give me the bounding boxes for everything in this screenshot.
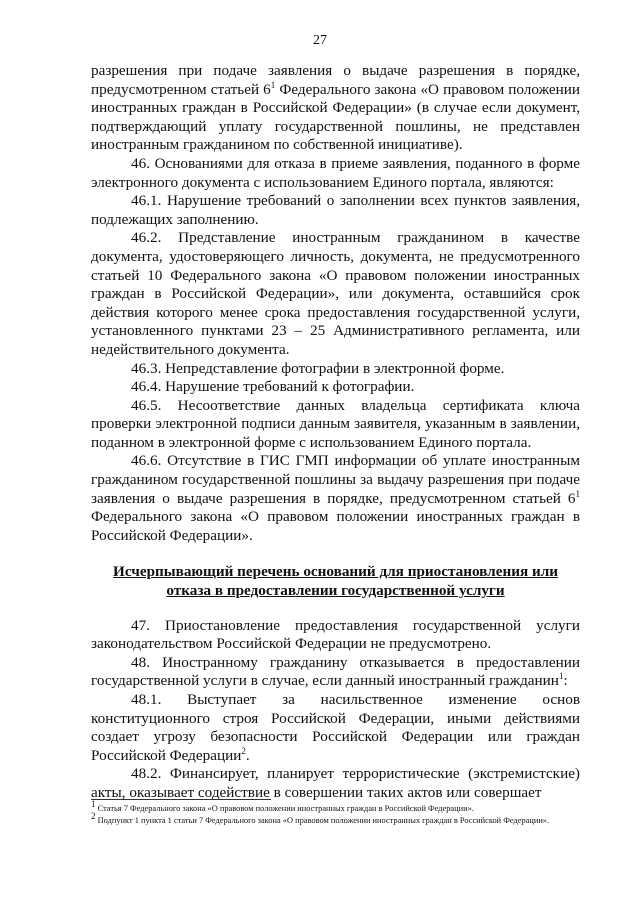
footnote-ref: 1 [91, 799, 96, 810]
footnote [91, 799, 580, 814]
body-text [91, 62, 580, 803]
text-run: 46.5. Несоответствие данных владельца сертификата ключа проверки электронной подписи данным заявителя, указанным в заявлении, поданном в электронной форме с использованием Единого портала. [91, 396, 580, 451]
paragraph [91, 192, 580, 229]
text-run: 46.4. Нарушение требований к фотографии. [131, 378, 415, 396]
footnotes [91, 799, 580, 827]
text-run: 47. Приостановление предоставления государственной услуги законодательством Российской Федерации не предусмотрено. [91, 616, 580, 653]
paragraph [91, 378, 580, 397]
footnote-separator [91, 799, 271, 800]
text-run: 46.2. Представление иностранным гражданином в качестве документа, удостоверяющего личность, документа, не предусмотренного статьей 10 Федерального закона «О правовом положении иностранных граждан в Российской Федерации», или документа, оставшийся срок действия которого менее срока предоставления государственной услуги, установленного пунктами 23 – 25 Административного регламента, или недействительного документа. [91, 229, 580, 358]
paragraph [91, 397, 580, 453]
paragraph [91, 654, 580, 691]
footnote-ref: 2 [241, 745, 246, 756]
footnote [91, 811, 580, 826]
text-run: Федерального закона «О правовом положении иностранных граждан в Российской Федерации» (в случае если документ, подтверждающий уплату государственной пошлины, не представлен иностранным гражданином по собственной инициативе). [91, 80, 580, 154]
text-run: . [245, 746, 250, 764]
text-run: 48.1. Выступает за насильственное изменение основ конституционного строя Российской Федерации, иными действиями создает угрозу безопасности Российской Федерации или граждан Российской Федерации [91, 691, 580, 764]
text-run: Федерального закона «О правовом положении иностранных граждан в Российской Федерации». [91, 508, 580, 544]
text-run: Статья 7 Федерального закона «О правовом положении иностранных граждан в Российской Федерации». [95, 804, 474, 813]
text-run: 48.2. Финансирует, планирует террористические (экстремистские) акты, оказывает содействие в совершении таких актов или совершает [91, 765, 580, 801]
footnote-ref: 1 [270, 79, 276, 90]
paragraph [91, 155, 580, 192]
section-heading [91, 563, 580, 600]
footnote-ref: 2 [91, 811, 96, 822]
footnote-ref: 1 [558, 671, 564, 682]
text-run: 46.3. Непредставление фотографии в электронной форме. [131, 359, 505, 377]
text-run: Исчерпывающий перечень оснований для приостановления или отказа в предоставлении государственной услуги [113, 563, 558, 600]
paragraph [91, 765, 580, 802]
text-run: 48. Иностранному гражданину отказывается в предоставлении государственной услуги в случае, если данный иностранный гражданин [91, 653, 580, 690]
text-run: 46.1. Нарушение требований о заполнении всех пунктов заявления, подлежащих заполнению. [91, 192, 580, 228]
text-run: 46.6. Отсутствие в ГИС ГМП информации об уплате иностранным гражданином государственной пошлины за выдачу разрешения при подаче заявления о выдаче разрешения в порядке, предусмотренном статьей 6 [91, 452, 580, 507]
paragraph [91, 617, 580, 654]
paragraph [91, 360, 580, 379]
paragraph [91, 452, 580, 545]
paragraph [91, 62, 580, 155]
text-run: разрешения при подаче заявления о выдаче разрешения в порядке, предусмотренном статьей 6 [91, 62, 580, 98]
text-run: 46. Основаниями для отказа в приеме заявления, поданного в форме электронного документа с использованием Единого портала, являются: [91, 154, 580, 191]
text-run: : [563, 672, 568, 690]
text-run: Подпункт 1 пункта 1 статьи 7 Федерального закона «О правовом положении иностранных граждан в Российской Федерации». [95, 816, 550, 825]
paragraph [91, 229, 580, 359]
paragraph [91, 691, 580, 765]
footnote-ref: 1 [575, 488, 580, 499]
page-number: 27 [313, 33, 327, 48]
